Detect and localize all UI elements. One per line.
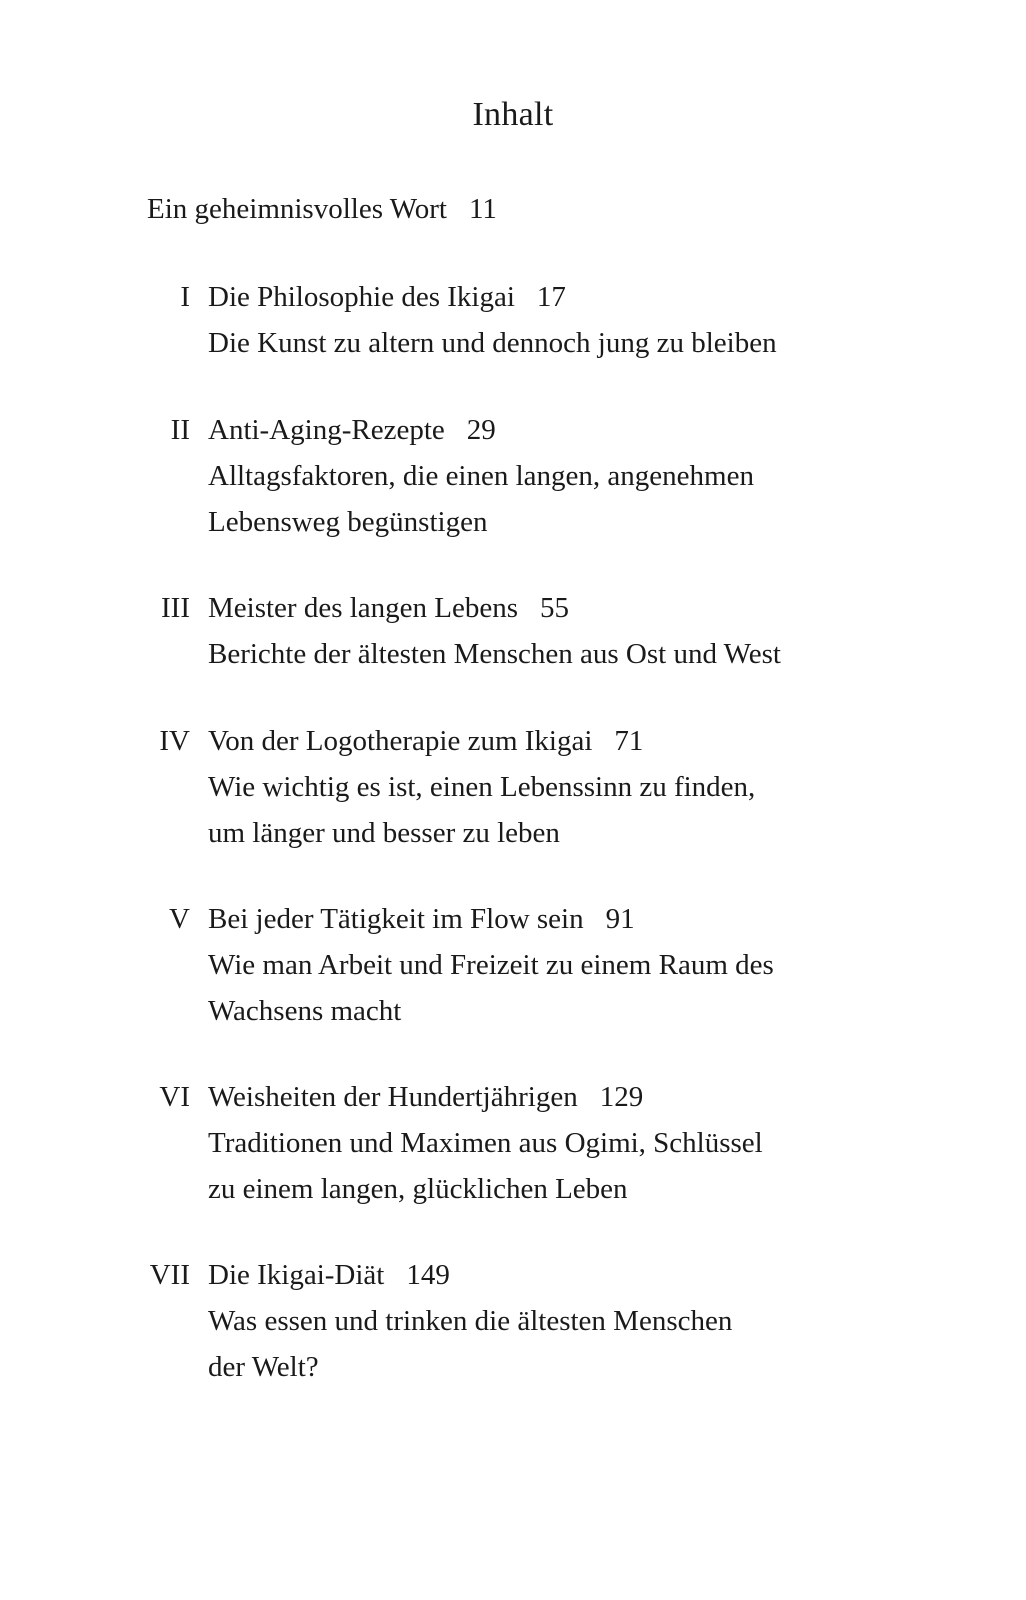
chapter-subtitle-line: Alltagsfaktoren, die einen langen, angenehmen <box>208 460 754 492</box>
chapter-subtitle-line: Wie wichtig es ist, einen Lebenssinn zu finden, <box>208 771 756 803</box>
chapter-page-number: 91 <box>605 903 635 935</box>
chapter-title: Bei jeder Tätigkeit im Flow sein <box>208 903 584 935</box>
chapter-title: Weisheiten der Hundertjährigen <box>208 1081 578 1113</box>
toc-intro-entry[interactable] <box>147 189 497 229</box>
chapter-title: Anti-Aging-Rezepte <box>208 414 445 446</box>
chapter-numeral: V <box>169 903 190 935</box>
toc-heading: Inhalt <box>472 96 554 133</box>
chapter-subtitle-line: der Welt? <box>208 1351 319 1383</box>
chapter-subtitle-line: zu einem langen, glücklichen Leben <box>208 1173 628 1205</box>
chapter-subtitle-line: Was essen und trinken die ältesten Menschen <box>208 1305 733 1337</box>
chapter-numeral: VII <box>149 1259 190 1291</box>
chapter-title: Die Ikigai-Diät <box>208 1259 385 1291</box>
chapter-subtitle-line: um länger und besser zu leben <box>208 817 560 849</box>
chapter-page-number: 55 <box>540 592 570 624</box>
chapter-title: Von der Logotherapie zum Ikigai <box>208 725 593 757</box>
chapter-numeral: VI <box>159 1081 190 1113</box>
chapter-subtitle-line: Lebensweg begünstigen <box>208 506 488 538</box>
chapter-page-number: 71 <box>614 725 644 757</box>
chapter-subtitle-line: Die Kunst zu altern und dennoch jung zu bleiben <box>208 327 777 359</box>
chapter-page-number: 149 <box>406 1259 450 1291</box>
chapter-numeral: IV <box>159 725 190 757</box>
toc-intro-page-number: 11 <box>468 193 497 225</box>
chapter-subtitle-line: Traditionen und Maximen aus Ogimi, Schlüssel <box>208 1127 763 1159</box>
chapter-numeral: II <box>170 414 190 446</box>
chapter-numeral: I <box>180 281 190 313</box>
chapter-title: Die Philosophie des Ikigai <box>208 281 515 313</box>
chapter-page-number: 29 <box>466 414 496 446</box>
chapter-subtitle-line: Berichte der ältesten Menschen aus Ost und West <box>208 638 781 670</box>
chapter-subtitle-line: Wie man Arbeit und Freizeit zu einem Raum des <box>208 949 774 981</box>
toc-intro-title: Ein geheimnisvolles Wort <box>147 193 447 225</box>
chapter-title: Meister des langen Lebens <box>208 592 519 624</box>
chapter-page-number: 17 <box>536 281 566 313</box>
chapter-numeral: III <box>161 592 190 624</box>
chapter-page-number: 129 <box>599 1081 644 1113</box>
chapter-subtitle-line: Wachsens macht <box>208 995 402 1027</box>
